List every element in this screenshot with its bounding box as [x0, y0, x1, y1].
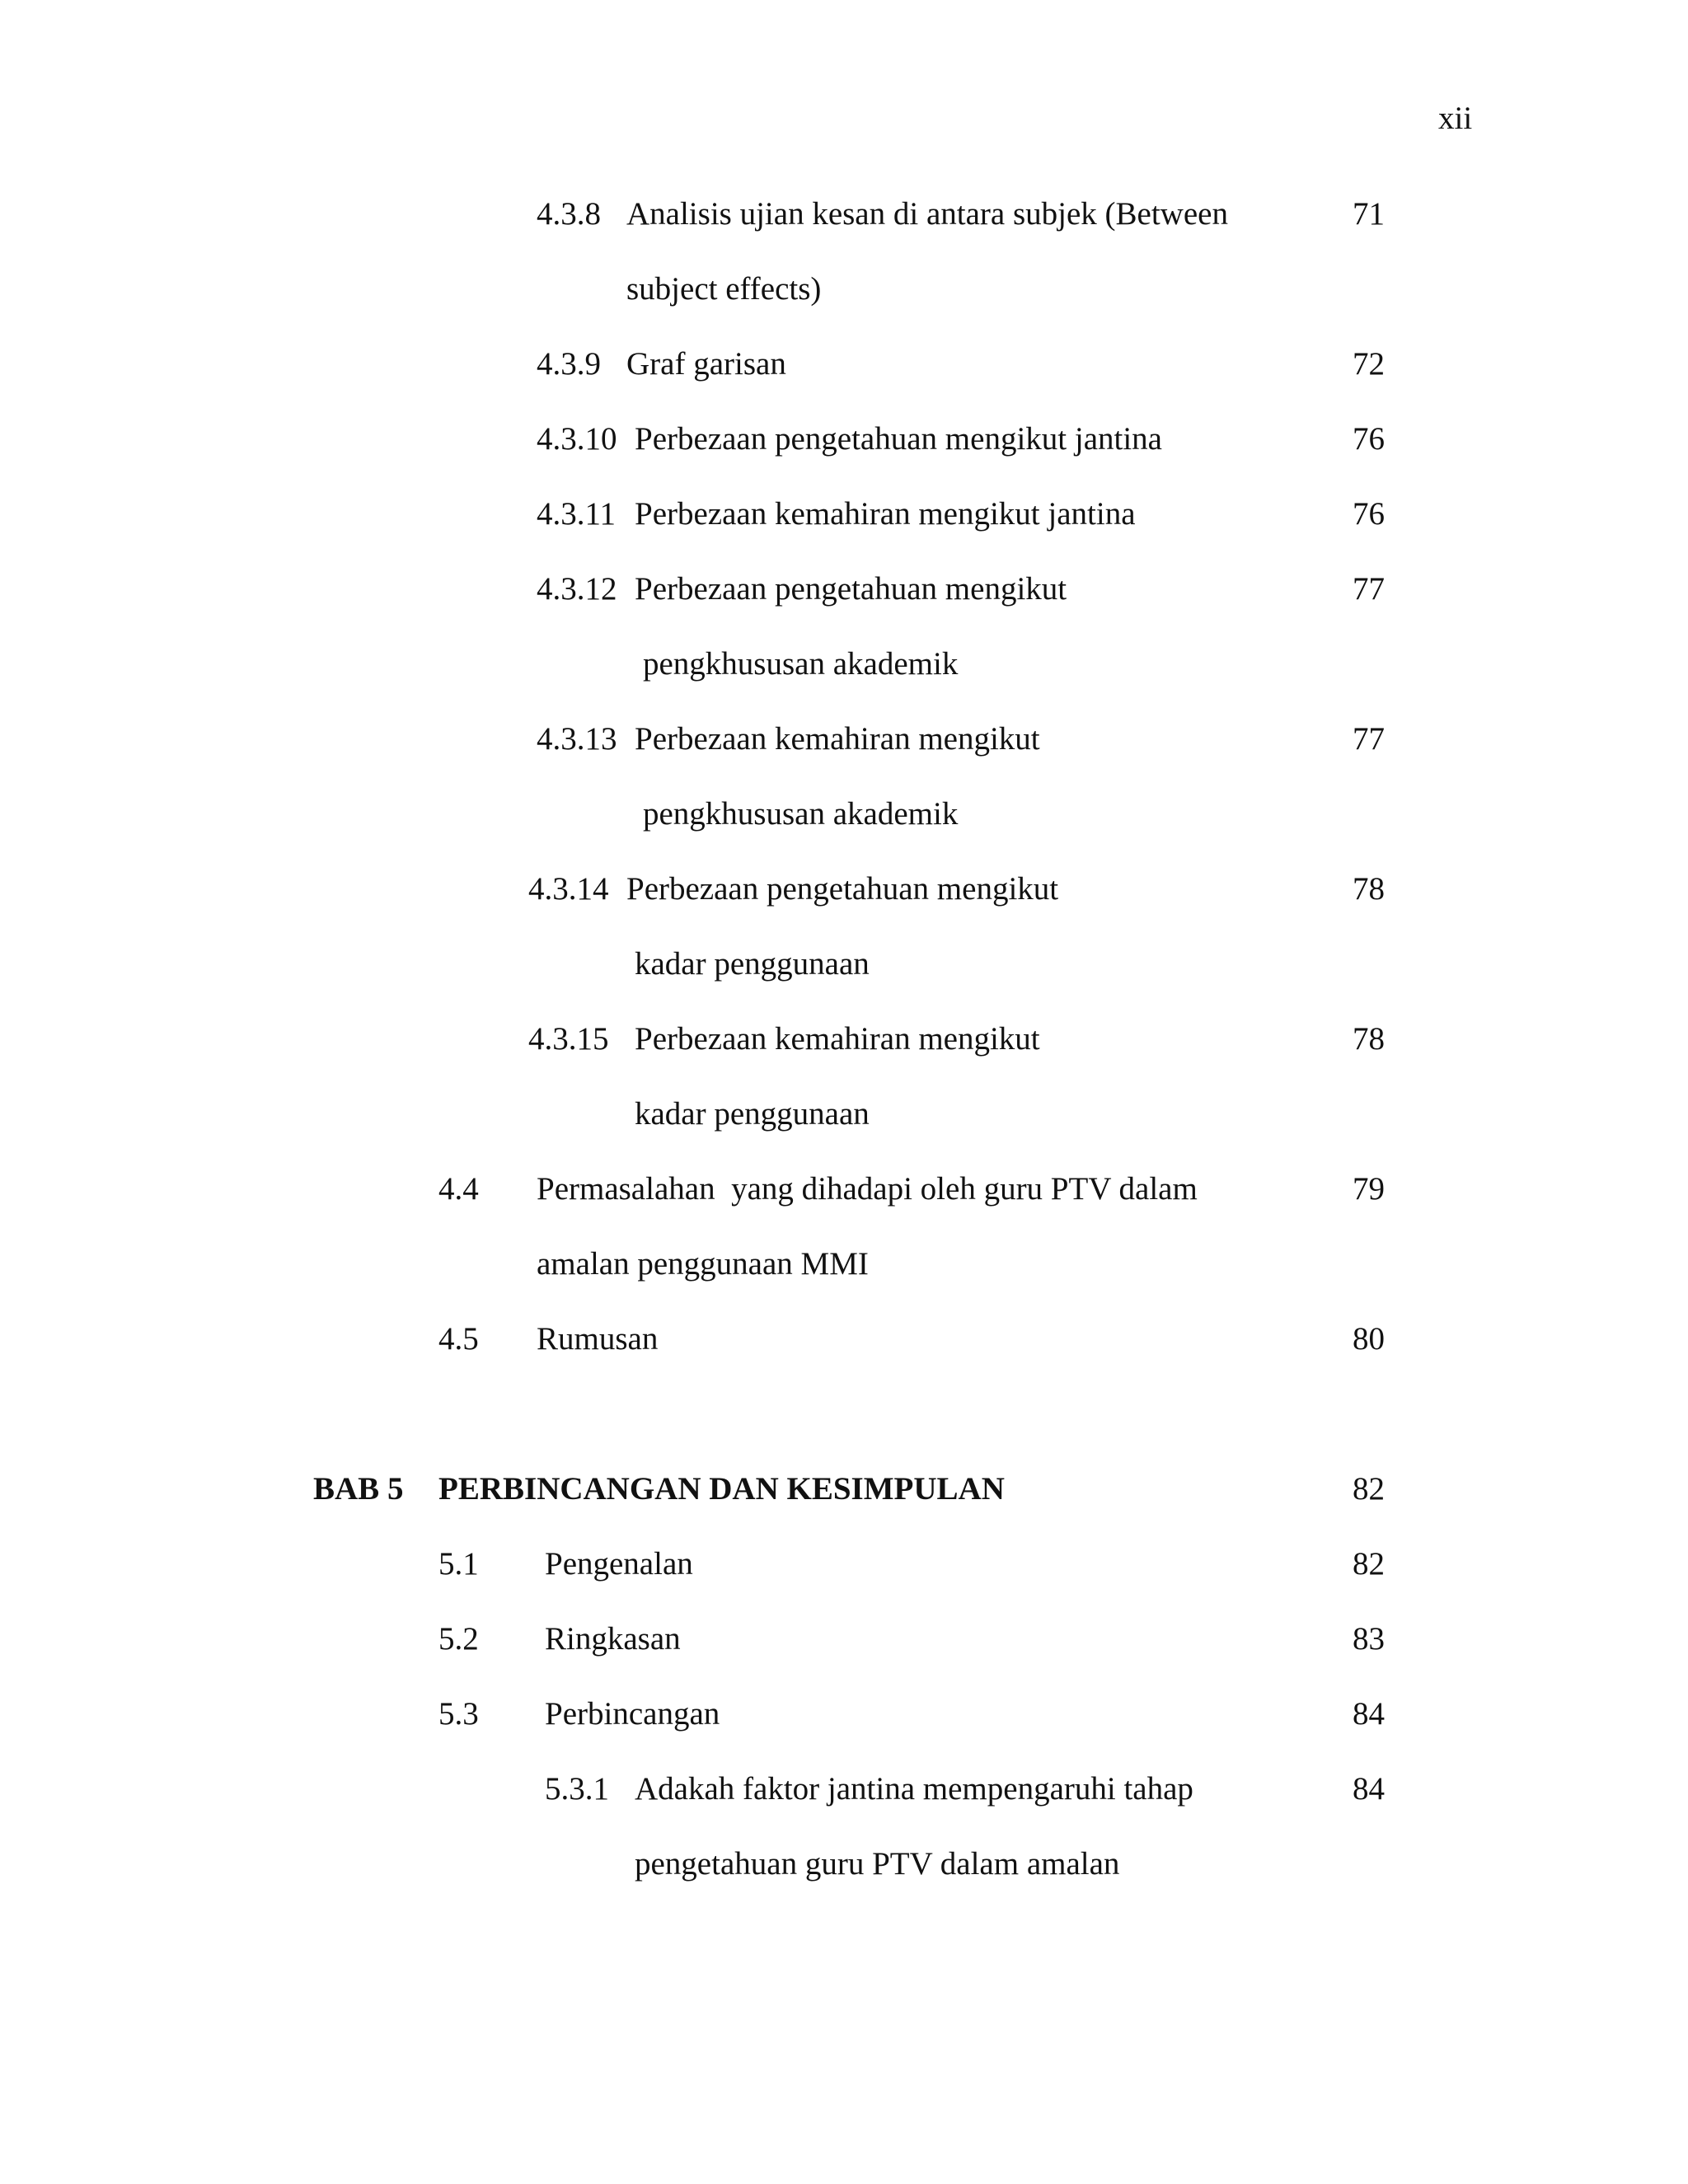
toc-entry-number: 4.3.10 [537, 421, 617, 457]
toc-entry-continuation [0, 273, 1688, 311]
toc-entry-title-continuation: amalan penggunaan MMI [537, 1246, 869, 1282]
toc-entry-page: 78 [1353, 1021, 1385, 1057]
toc-entry-page: 84 [1353, 1696, 1385, 1732]
toc-entry-page: 82 [1353, 1471, 1385, 1507]
toc-entry-5-3-1 [0, 1773, 1688, 1811]
toc-entry-title: Analisis ujian kesan di antara subjek (Between [626, 196, 1228, 232]
toc-entry-5-3 [0, 1698, 1688, 1736]
toc-entry-number: 4.4 [438, 1171, 479, 1207]
toc-entry-page: 72 [1353, 346, 1385, 382]
toc-entry-title-continuation: kadar penggunaan [635, 1096, 870, 1132]
toc-entry-title: Perbezaan pengetahuan mengikut jantina [635, 421, 1162, 457]
toc-entry-title: Graf garisan [626, 346, 786, 382]
toc-entry-number: 5.2 [438, 1621, 479, 1657]
toc-entry-page: 78 [1353, 871, 1385, 907]
toc-entry-title-continuation: pengkhususan akademik [643, 796, 959, 832]
toc-entry-4-4 [0, 1173, 1688, 1211]
toc-entry-number: 5.1 [438, 1546, 479, 1582]
toc-entry-4-3-14 [0, 873, 1688, 911]
toc-entry-title-continuation: kadar penggunaan [635, 946, 870, 982]
toc-entry-page: 76 [1353, 496, 1385, 532]
toc-entry-title: Ringkasan [545, 1621, 681, 1657]
toc-entry-number: 4.3.15 [528, 1021, 609, 1057]
toc-entry-title-continuation: subject effects) [626, 271, 822, 307]
toc-entry-title: Perbezaan kemahiran mengikut jantina [635, 496, 1136, 532]
chapter-number: BAB 5 [313, 1471, 404, 1507]
toc-entry-number: 4.3.13 [537, 721, 617, 757]
toc-entry-title: Adakah faktor jantina mempengaruhi tahap [635, 1771, 1193, 1807]
toc-entry-title-continuation: pengkhususan akademik [643, 646, 959, 682]
toc-entry-4-3-10 [0, 423, 1688, 461]
toc-entry-4-3-8 [0, 198, 1688, 236]
toc-entry-continuation [0, 1098, 1688, 1136]
toc-entry-title: Permasalahan yang dihadapi oleh guru PTV dalam [537, 1171, 1198, 1207]
toc-entry-continuation [0, 948, 1688, 986]
toc-entry-title: Rumusan [537, 1321, 659, 1357]
toc-entry-page: 77 [1353, 571, 1385, 607]
toc-entry-number: 5.3.1 [545, 1771, 609, 1807]
toc-entry-title: Perbezaan kemahiran mengikut [635, 1021, 1040, 1057]
toc-entry-continuation [0, 648, 1688, 686]
toc-chapter-bab-5 [0, 1473, 1688, 1511]
page-number: xii [1438, 101, 1473, 136]
toc-entry-4-3-9 [0, 348, 1688, 386]
toc-entry-4-3-12 [0, 573, 1688, 611]
toc-entry-page: 76 [1353, 421, 1385, 457]
toc-entry-title: Perbezaan pengetahuan mengikut [626, 871, 1059, 907]
toc-entry-number: 4.5 [438, 1321, 479, 1357]
toc-entry-continuation [0, 1248, 1688, 1286]
toc-entry-title: Perbezaan kemahiran mengikut [635, 721, 1040, 757]
toc-entry-4-3-11 [0, 498, 1688, 536]
toc-entry-4-3-15 [0, 1023, 1688, 1061]
toc-entry-4-3-13 [0, 723, 1688, 761]
toc-entry-title: Pengenalan [545, 1546, 693, 1582]
toc-entry-page: 77 [1353, 721, 1385, 757]
toc-entry-title-continuation: pengetahuan guru PTV dalam amalan [635, 1846, 1120, 1882]
chapter-title: PERBINCANGAN DAN KESIMPULAN [438, 1471, 1005, 1507]
toc-entry-number: 4.3.12 [537, 571, 617, 607]
toc-entry-page: 79 [1353, 1171, 1385, 1207]
toc-entry-page: 82 [1353, 1546, 1385, 1582]
toc-entry-continuation [0, 798, 1688, 836]
toc-entry-page: 80 [1353, 1321, 1385, 1357]
toc-entry-continuation [0, 1848, 1688, 1886]
toc-entry-page: 71 [1353, 196, 1385, 232]
toc-entry-number: 4.3.11 [537, 496, 617, 532]
toc-entry-number: 5.3 [438, 1696, 479, 1732]
toc-entry-5-1 [0, 1548, 1688, 1586]
toc-entry-page: 84 [1353, 1771, 1385, 1807]
toc-entry-page: 83 [1353, 1621, 1385, 1657]
toc-entry-number: 4.3.14 [528, 871, 609, 907]
toc-entry-number: 4.3.9 [537, 346, 601, 382]
toc-entry-title: Perbezaan pengetahuan mengikut [635, 571, 1067, 607]
toc-entry-title: Perbincangan [545, 1696, 720, 1732]
toc-entry-5-2 [0, 1623, 1688, 1661]
toc-entry-number: 4.3.8 [537, 196, 601, 232]
toc-entry-4-5 [0, 1323, 1688, 1361]
